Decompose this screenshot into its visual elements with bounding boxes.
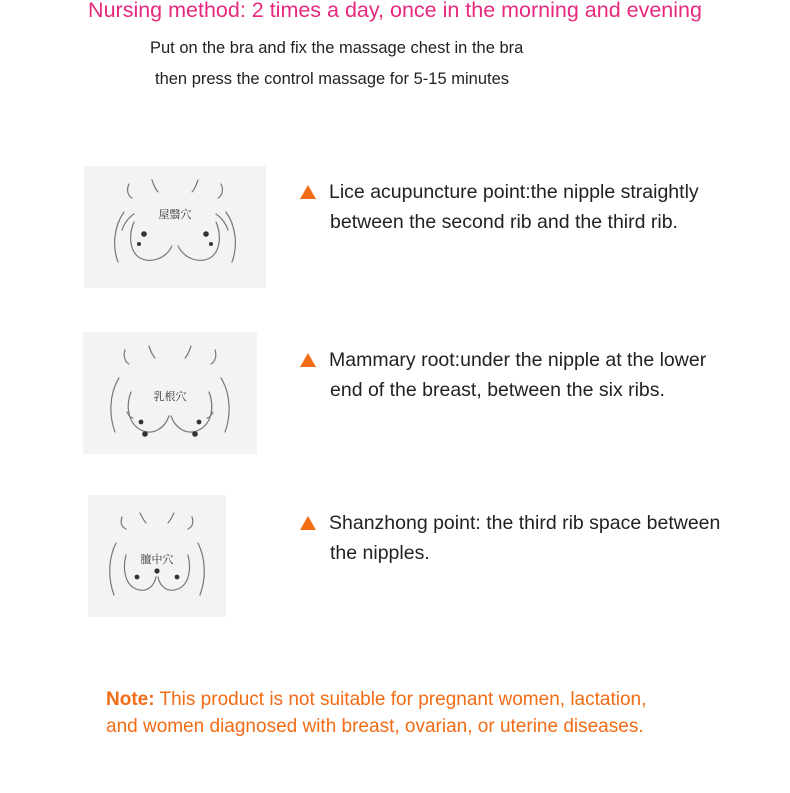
point-3-line-2: the nipples. <box>330 542 430 564</box>
chest-figure-wuyi <box>84 166 266 288</box>
orange-triangle-icon <box>300 353 316 367</box>
figure-label-1: 屋翳穴 <box>158 208 192 221</box>
instruction-line-2: then press the control massage for 5-15 minutes <box>155 70 510 88</box>
point-1-line-1: Lice acupuncture point:the nipple straightly <box>329 181 699 203</box>
instruction-line-1: Put on the bra and fix the massage chest in the bra <box>150 39 524 57</box>
point-description-1 <box>300 177 699 237</box>
page-heading: Nursing method: 2 times a day, once in the morning and evening <box>88 0 702 22</box>
chest-figure-rugen <box>83 332 257 454</box>
point-description-2 <box>300 345 706 405</box>
note-line-2: and women diagnosed with breast, ovarian, or uterine diseases. <box>106 716 644 737</box>
figure-label-3: 膻中穴 <box>140 553 174 566</box>
orange-triangle-icon <box>300 516 316 530</box>
point-2-line-1: Mammary root:under the nipple at the lower <box>329 349 707 371</box>
note-line-1: This product is not suitable for pregnant women, lactation, <box>154 689 647 710</box>
point-description-3 <box>300 508 720 568</box>
chest-outline-drawing <box>83 332 257 454</box>
orange-triangle-icon <box>300 185 316 199</box>
figure-label-2: 乳根穴 <box>153 390 187 403</box>
note-label: Note: <box>106 689 155 710</box>
chest-outline-drawing <box>88 495 226 617</box>
point-3-line-1: Shanzhong point: the third rib space between <box>329 512 721 534</box>
point-2-line-2: end of the breast, between the six ribs. <box>330 379 665 401</box>
chest-outline-drawing <box>84 166 266 288</box>
warning-note <box>106 686 766 740</box>
chest-figure-shanzhong <box>88 495 226 617</box>
point-1-line-2: between the second rib and the third rib. <box>330 211 678 233</box>
